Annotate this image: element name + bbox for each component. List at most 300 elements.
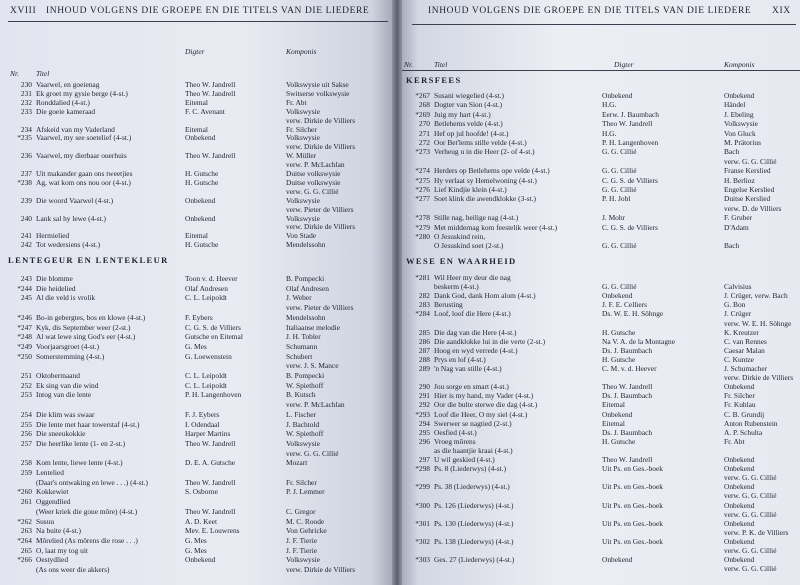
table-row — [8, 240, 396, 249]
song-composer: D'Adam — [724, 222, 749, 232]
table-row — [406, 446, 800, 455]
song-poet: H. Gutsche — [602, 327, 636, 337]
song-number: 232 — [20, 97, 32, 107]
song-number: *235 — [17, 133, 32, 143]
song-number: 285 — [418, 327, 430, 337]
song-composer: verw. Dirkie de Villiers — [286, 142, 356, 152]
song-poet: Olaf Andresen — [185, 283, 228, 293]
song-number: 294 — [418, 418, 430, 428]
song-title: Oor die bulte sterwe die dag (4-st.) — [434, 400, 538, 410]
table-row — [8, 89, 396, 98]
table-row — [406, 110, 800, 119]
song-composer: verw. Dirkie de Villiers — [286, 115, 356, 125]
table-row — [8, 400, 396, 409]
song-poet: C. G. S. de Villiers — [185, 322, 241, 332]
song-poet: Na V. A. de la Montagne — [602, 336, 676, 346]
song-poet: Theo W. Jandrell — [185, 80, 236, 89]
song-title: Hoog en wyd verrede (4-st.) — [434, 345, 518, 355]
song-composer: verw. Dirkie de Villiers — [724, 373, 794, 383]
song-poet: Theo W. Jandrell — [185, 438, 236, 448]
table-row — [8, 196, 396, 205]
song-number: *266 — [17, 555, 32, 565]
table-row — [8, 565, 396, 574]
song-poet: C. L. Leipoldt — [185, 293, 227, 303]
song-number: 258 — [20, 458, 32, 468]
table-row — [8, 178, 396, 187]
song-composer: verw. G. G. Cillié — [724, 473, 777, 483]
song-number: *276 — [415, 185, 430, 194]
song-poet: Uit Ps. en Ges.-boek — [602, 536, 663, 546]
song-composer: J. Crüger — [724, 309, 752, 319]
table-row — [8, 352, 396, 361]
song-title: Die klim was swaar — [36, 409, 95, 419]
table-row — [8, 80, 396, 89]
song-title: Wil Heer my deur die nag — [434, 273, 511, 282]
col-head-title-right: Titel — [434, 60, 448, 69]
song-title: Al die veld is vrolik — [36, 293, 96, 303]
song-title: Lank sal hy lewe (4-st.) — [36, 213, 106, 223]
table-row — [406, 400, 800, 409]
table-row — [8, 361, 396, 370]
table-row — [8, 231, 396, 240]
song-title: Ps. 130 (Liederwys) (4-st.) — [434, 518, 514, 528]
table-row — [8, 536, 396, 545]
song-composer: Calvisius — [724, 282, 752, 292]
song-number: 241 — [20, 231, 32, 241]
song-composer: Franse Kerslied — [724, 166, 771, 176]
header-rule-right — [412, 24, 796, 25]
song-number: 236 — [20, 151, 32, 161]
song-composer: M. C. Roode — [286, 516, 325, 526]
song-title: Die blomme — [36, 274, 73, 283]
song-title: Voorjaarsgroet (4-st.) — [36, 341, 100, 351]
song-title: Ek groet my gysie berge (4-st.) — [36, 88, 128, 98]
song-number: 254 — [20, 409, 32, 419]
table-row — [406, 555, 800, 564]
col-head-nr-right: Nr. — [404, 60, 413, 69]
song-composer: Schubert — [286, 351, 313, 361]
song-composer: Fr. Silcher — [286, 124, 317, 134]
table-row — [406, 119, 800, 128]
table-row — [406, 537, 800, 546]
song-composer: Duitse Kerslied — [724, 194, 771, 204]
table-row — [8, 151, 396, 160]
song-number: 252 — [20, 380, 32, 390]
song-title: Berusting — [434, 300, 463, 310]
table-row — [8, 142, 396, 151]
song-number: 286 — [418, 336, 430, 346]
table-row — [406, 437, 800, 446]
page-number-right: XIX — [772, 6, 791, 16]
song-number: *298 — [415, 464, 430, 474]
song-number: *281 — [415, 273, 430, 282]
song-number: 256 — [20, 429, 32, 439]
song-poet: C. L. Leipoldt — [185, 380, 227, 390]
song-poet: Onbekend — [185, 555, 216, 565]
song-poet: Eitemal — [185, 97, 208, 107]
table-row — [8, 205, 396, 214]
song-composer: Volkswysie — [286, 213, 320, 223]
song-number: *244 — [17, 283, 32, 293]
song-composer: verw. P. McLachlan — [286, 400, 345, 410]
song-number: *279 — [415, 222, 430, 232]
song-composer: Volkswysie — [286, 195, 320, 205]
song-number: *277 — [415, 194, 430, 204]
song-number: *300 — [415, 500, 430, 510]
table-row — [8, 517, 396, 526]
song-poet: H. Gutsche — [185, 240, 219, 250]
table-row — [8, 497, 396, 506]
song-poet: Onbekend — [185, 195, 216, 205]
song-number: 257 — [20, 438, 32, 448]
song-poet: A. D. Keet — [185, 516, 218, 526]
song-composer: verw. Pieter de Villiers — [286, 204, 354, 214]
table-row — [406, 455, 800, 464]
table-row — [406, 309, 800, 318]
table-row — [406, 157, 800, 166]
song-title: Oggendlied — [36, 497, 71, 507]
song-number: *275 — [415, 175, 430, 185]
song-poet: Eitemal — [185, 231, 208, 241]
song-number: *238 — [17, 177, 32, 187]
colhead-rule-right — [398, 70, 800, 71]
table-row — [8, 303, 396, 312]
song-number: 295 — [418, 427, 430, 437]
table-row — [406, 473, 800, 482]
table-row — [406, 185, 800, 194]
song-title: Ag, wat kom ons nou oor (4-st.) — [36, 177, 131, 187]
song-number: 261 — [20, 497, 32, 507]
song-composer: Von Stade — [286, 231, 317, 241]
table-row — [8, 323, 396, 332]
song-composer: Fr. Silcher — [724, 391, 755, 401]
song-number: 237 — [20, 169, 32, 178]
song-title: beskerm (4-st.) — [434, 282, 479, 292]
song-composer: Onbekend — [724, 500, 755, 510]
song-composer: verw. W. E. H. Söhnge — [724, 318, 792, 328]
song-title: Vaarwel, my see soetelief (4-st.) — [36, 133, 132, 143]
song-composer: verw. D. de Villiers — [724, 203, 782, 213]
table-row — [406, 546, 800, 555]
song-number: 270 — [418, 119, 430, 129]
song-number: 296 — [418, 436, 430, 446]
song-poet: Onbekend — [602, 291, 633, 301]
song-title: Ps. 138 (Liederwys) (4-st.) — [434, 536, 514, 546]
song-title: Kokkewiet — [36, 487, 69, 497]
song-number: *262 — [17, 516, 32, 526]
song-number: 230 — [20, 80, 32, 89]
song-composer: verw. G. G. Cillié — [724, 564, 777, 574]
song-number: *247 — [17, 322, 32, 332]
song-composer: Mendelssohn — [286, 240, 326, 250]
running-header-right: INHOUD VOLGENS DIE GROEPE EN DIE TITELS VAN DIE LIEDERE — [428, 6, 752, 16]
table-row — [406, 355, 800, 364]
song-number: 288 — [418, 354, 430, 364]
song-number: 233 — [20, 106, 32, 116]
song-title: Kom lente, liewe lente (4-st.) — [36, 458, 123, 468]
song-composer: Volkswysie uit Sakse — [286, 80, 349, 89]
table-row — [406, 464, 800, 473]
song-title: Met middernag kom feestelik weer (4-st.) — [434, 222, 558, 232]
song-number: *301 — [415, 518, 430, 528]
song-poet: Uit Ps. en Ges.-boek — [602, 464, 663, 474]
table-row — [8, 458, 396, 467]
table-row — [8, 133, 396, 142]
table-row — [8, 107, 396, 116]
song-composer: L. Fischer — [286, 409, 316, 419]
song-number: *274 — [415, 166, 430, 176]
song-poet: G. Mes — [185, 341, 207, 351]
song-poet: J. Mohr — [602, 213, 625, 223]
song-title: Lentelied — [36, 468, 64, 477]
song-composer: Volkswysie — [286, 133, 320, 143]
song-title: Lief Kindjie klein (4-st.) — [434, 185, 507, 194]
song-title: Verheug u in die Heer (2- of 4-st.) — [434, 147, 535, 157]
table-row — [406, 428, 800, 437]
song-composer: J. F. Tierie — [286, 545, 318, 555]
song-title: as die haantjie kraai (4-st.) — [434, 445, 513, 455]
page-number-left: XVIII — [10, 6, 37, 16]
song-composer: Duitse volkswysie — [286, 169, 341, 178]
song-number: *264 — [17, 535, 32, 545]
section-title-wese: WESE EN WAARHEID — [406, 256, 517, 266]
table-row — [8, 274, 396, 283]
table-row — [406, 337, 800, 346]
table-row — [8, 125, 396, 134]
song-composer: verw. Dirkie de Villiers — [286, 565, 356, 574]
song-composer: Duitse volkswysie — [286, 177, 341, 187]
table-row — [406, 482, 800, 491]
left-page — [0, 0, 396, 585]
song-poet: G. G. Cillié — [602, 166, 637, 176]
song-composer: A. P. Schulta — [724, 427, 763, 437]
song-number: *249 — [17, 341, 32, 351]
song-composer: Von Gehricke — [286, 526, 327, 536]
song-title: Somerstemming (4-st.) — [36, 351, 105, 361]
table-row — [8, 487, 396, 496]
table-row — [8, 546, 396, 555]
song-poet: Onbekend — [602, 409, 633, 419]
song-poet: C. M. v. d. Heever — [602, 364, 657, 373]
song-title: (Daar's ontwaking en lewe . . .) (4-st.) — [36, 477, 148, 487]
table-row — [406, 241, 800, 250]
song-poet: H. Gutsche — [602, 354, 636, 364]
song-poet: Theo W. Jandrell — [185, 477, 236, 487]
song-poet: P. H. Langenhoven — [602, 138, 659, 147]
song-poet: Onbekend — [185, 133, 216, 143]
song-number: *284 — [415, 309, 430, 319]
table-row — [406, 273, 800, 282]
song-composer: Onbekend — [724, 91, 755, 100]
song-number: 297 — [418, 455, 430, 464]
song-number: 292 — [418, 400, 430, 410]
song-poet: G. G. Cillié — [602, 241, 637, 251]
song-title: Jou sorge en smart (4-st.) — [434, 382, 509, 392]
song-composer: Fr. Kuhlau — [724, 400, 756, 410]
song-number: 242 — [20, 240, 32, 250]
song-number: 239 — [20, 195, 32, 205]
song-number: *269 — [415, 109, 430, 119]
song-composer: Volkswysie — [286, 555, 320, 565]
col-head-komponis-left: Komponis — [286, 47, 317, 56]
song-poet: Gutsche en Eitemal — [185, 332, 243, 342]
table-row — [8, 507, 396, 516]
table-row — [406, 373, 800, 382]
song-title: Hier is my hand, my Vader (4-st.) — [434, 391, 534, 401]
table-row — [8, 390, 396, 399]
song-number: 272 — [418, 138, 430, 147]
table-row — [8, 381, 396, 390]
song-poet: Theo W. Jandrell — [185, 151, 236, 161]
song-composer: J. Crüger, verw. Bach — [724, 291, 788, 301]
col-head-komponis-right: Komponis — [724, 60, 755, 69]
song-title: Ges. 27 (Liederwys) (4-st.) — [434, 555, 515, 565]
book-gutter — [392, 0, 402, 585]
song-composer: Bach — [724, 147, 740, 157]
song-composer: W. Spiethoff — [286, 429, 324, 439]
col-head-digter-left: Digter — [185, 47, 205, 56]
table-row — [406, 528, 800, 537]
song-composer: W. Spiethoff — [286, 380, 324, 390]
song-poet: Harper Martins — [185, 429, 231, 439]
table-row — [8, 98, 396, 107]
song-composer: G. Bon — [724, 300, 746, 310]
song-composer: J. Weber — [286, 293, 312, 303]
song-poet: Eitemal — [602, 418, 625, 428]
table-row — [406, 129, 800, 138]
song-composer: H. Berlioz — [724, 175, 755, 185]
song-number: 234 — [20, 124, 32, 134]
song-title: Ronddalied (4-st.) — [36, 97, 90, 107]
song-composer: Olaf Andresen — [286, 283, 329, 293]
song-poet: Ds. J. Baumbach — [602, 391, 653, 401]
song-composer: verw. G. G. Cillié — [724, 491, 777, 501]
song-poet: Onbekend — [185, 213, 216, 223]
song-title: Vaarwel, my dierbaar ouerhuis — [36, 151, 127, 161]
song-composer: P. J. Lemmer — [286, 487, 325, 497]
table-row — [406, 166, 800, 175]
song-composer: Fr. Abt — [724, 436, 745, 446]
song-composer: M. Prätorius — [724, 138, 761, 147]
song-number: 289 — [418, 364, 430, 373]
table-row — [406, 282, 800, 291]
song-title: Die aandklokke lui in die verte (2-st.) — [434, 336, 546, 346]
table-row — [8, 410, 396, 419]
song-composer: J. F. Tierie — [286, 535, 318, 545]
table-row — [406, 328, 800, 337]
song-title: Loof die Heer, O my siel (4-st.) — [434, 409, 528, 419]
song-poet: G. G. Cillié — [602, 147, 637, 157]
song-poet: G. G. Cillié — [602, 185, 637, 194]
song-number: *280 — [415, 232, 430, 241]
running-header-left: INHOUD VOLGENS DIE GROEPE EN DIE TITELS VAN DIE LIEDERE — [46, 6, 370, 16]
table-row — [8, 169, 396, 178]
song-title: Afskeid van my Vaderland — [36, 124, 115, 134]
table-row — [406, 300, 800, 309]
table-row — [406, 91, 800, 100]
song-poet: Theo W. Jandrell — [602, 455, 653, 464]
section-title-kersfees: KERSFEES — [406, 75, 462, 85]
table-row — [8, 478, 396, 487]
song-poet: H. Gutsche — [185, 177, 219, 187]
table-row — [8, 420, 396, 429]
song-poet: Mev. E. Louwrens — [185, 526, 240, 536]
song-number: *248 — [17, 332, 32, 342]
song-poet: G. G. Cillié — [602, 282, 637, 292]
song-poet: Ds. W. E. H. Söhnge — [602, 309, 664, 319]
song-title: Dogter van Sion (4-st.) — [434, 100, 503, 110]
table-row — [406, 204, 800, 213]
song-title: Hermielied — [36, 231, 70, 241]
song-title: Die heerlike lente (1- en 2-st.) — [36, 438, 126, 448]
song-number: *267 — [415, 91, 430, 100]
table-row — [406, 364, 800, 373]
song-composer: Mozart — [286, 458, 308, 468]
song-poet: H. Gutsche — [185, 169, 219, 178]
song-title: 'n Nag van stille (4-st.) — [434, 364, 502, 373]
song-title: Na buite (4-st.) — [36, 526, 81, 536]
song-composer: Mendelssohn — [286, 312, 326, 322]
song-title: (As ons weer die akkers) — [36, 565, 110, 574]
song-title: Uit makander gaan ons tweetjies — [36, 169, 133, 178]
table-row — [406, 232, 800, 241]
table-row — [406, 419, 800, 428]
song-poet: Eitemal — [602, 400, 625, 410]
song-poet: C. G. S. de Villiers — [602, 175, 658, 185]
song-title: Die woord Vaarwel (4-st.) — [36, 195, 114, 205]
song-composer: J. Ebeling — [724, 109, 754, 119]
song-number: 290 — [418, 382, 430, 392]
song-title: Ps. 8 (Liederwys) (4-st.) — [434, 464, 507, 474]
song-poet: H. Gutsche — [602, 436, 636, 446]
song-composer: B. Pompecki — [286, 274, 325, 283]
song-number: *246 — [17, 312, 32, 322]
song-title: Swerwer se nagtied (2-st.) — [434, 418, 512, 428]
song-poet: G. Mes — [185, 535, 207, 545]
song-title: O, laat my tog uit — [36, 545, 88, 555]
song-title: Hy verlaat sy Hemelwoning (4-st.) — [434, 175, 537, 185]
song-composer: Volkswysie — [724, 119, 758, 129]
song-composer: verw. P. K. de Villiers — [724, 527, 789, 537]
song-composer: B. Kutsch — [286, 390, 316, 400]
song-title: Bo-in gebergtes, bos en klowe (4-st.) — [36, 312, 146, 322]
song-poet: P. H. Langenhoven — [185, 390, 242, 400]
header-rule-left — [8, 21, 388, 22]
song-title: Loof, loof die Here (4-st.) — [434, 309, 511, 319]
col-head-title-left: Titel — [36, 69, 50, 78]
table-row — [406, 138, 800, 147]
table-row — [8, 222, 396, 231]
song-composer: J. Schumacher — [724, 364, 768, 373]
table-row — [8, 371, 396, 380]
song-poet: P. H. Jobl — [602, 194, 631, 204]
song-title: Die lente met haar towerstaf (4-st.) — [36, 419, 140, 429]
song-poet: S. Osborne — [185, 487, 218, 497]
song-poet: Eerw. J. Baumbach — [602, 109, 659, 119]
song-poet: Ds. J. Baumbach — [602, 345, 653, 355]
right-page — [398, 0, 800, 585]
section-title-lentegeur: LENTEGEUR EN LENTEKLEUR — [8, 255, 169, 265]
table-row — [406, 176, 800, 185]
song-poet: D. E. A. Gutsche — [185, 458, 236, 468]
song-composer: J. Bachtold — [286, 419, 320, 429]
song-title: Oesfied (4-st.) — [434, 427, 477, 437]
song-number: 282 — [418, 291, 430, 301]
table-row — [8, 332, 396, 341]
table-row — [8, 449, 396, 458]
song-composer: verw. G. G. Cillié — [724, 509, 777, 519]
song-title: Ek sing van die wind — [36, 380, 99, 390]
